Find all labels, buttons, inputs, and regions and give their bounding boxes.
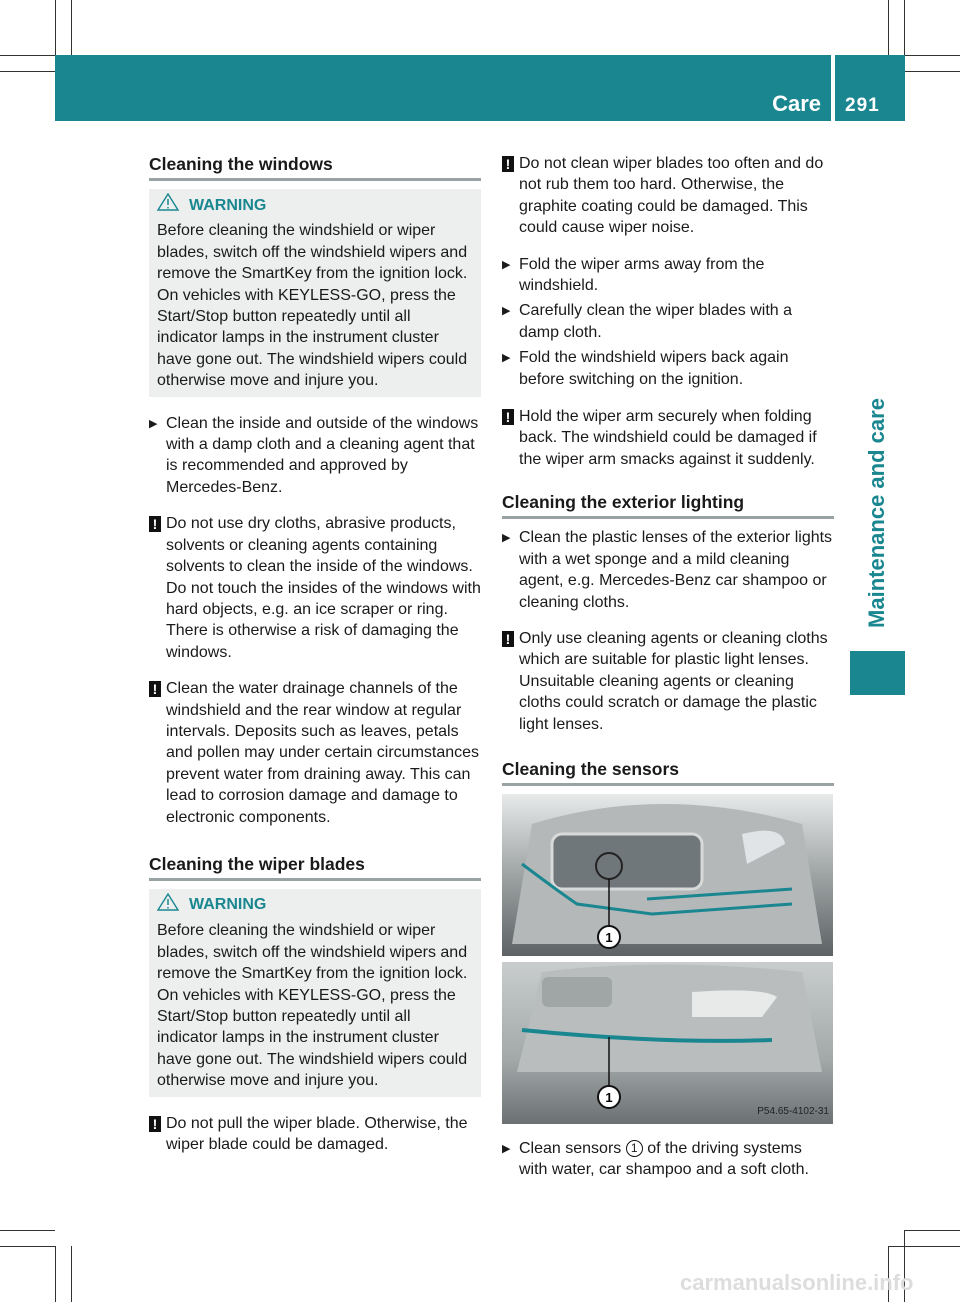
crop-mark [0, 1230, 55, 1231]
exclamation-icon: ! [502, 631, 514, 647]
instruction-step [149, 413, 481, 499]
exclamation-icon: ! [502, 156, 514, 172]
warning-text: Before cleaning the windshield or wiper blades, switch off the windshield wipers and remove the SmartKey from the ignition lock. On vehicles with KEYLESS-GO, press the Start/Stop button repeatedly until all indicator lamps in the instrument cluster have gone out. The windshield wipers could otherwise move and injure you. [157, 222, 468, 390]
instruction-step [502, 254, 834, 297]
callout-reference: 1 [626, 1140, 643, 1157]
step-text: Clean sensors [519, 1139, 622, 1157]
step-text: of the driving systems with water, car shampoo and a soft cloth. [519, 1139, 809, 1179]
note [502, 153, 834, 239]
car-rear-photo [502, 962, 833, 1124]
exclamation-icon: ! [149, 681, 161, 697]
warning-triangle-icon [157, 893, 179, 917]
crop-mark [904, 0, 905, 55]
watermark: carmanualsonline.info [680, 1270, 914, 1295]
note [502, 628, 834, 735]
note-text: Do not pull the wiper blade. Otherwise, the wiper blade could be damaged. [166, 1114, 468, 1154]
crop-mark [0, 71, 55, 72]
arrow-bullet-icon: ▶ [502, 532, 511, 545]
section-heading: Cleaning the sensors [502, 758, 834, 786]
step-text: Clean the plastic lenses of the exterior lights with a wet sponge and a mild cleaning agent, e.g. Mercedes-Benz car shampoo or cleaning cloths. [519, 529, 833, 611]
page-number-box [835, 55, 905, 121]
instruction-step [502, 1138, 834, 1181]
instruction-step [502, 300, 834, 343]
arrow-bullet-icon: ▶ [502, 1142, 511, 1155]
crop-mark [888, 0, 889, 55]
chapter-tab [850, 390, 905, 640]
instruction-step [502, 527, 834, 613]
crop-mark [55, 0, 56, 55]
section-title: Care [772, 91, 821, 116]
arrow-bullet-icon: ▶ [502, 305, 511, 318]
right-column [502, 153, 834, 1196]
note-text: Do not clean wiper blades too often and do not rub them too hard. Otherwise, the graphite coating could be damaged. This could cause wiper noise. [519, 155, 824, 237]
note [149, 513, 481, 663]
note-text: Do not use dry cloths, abrasive products, solvents or cleaning agents containing solvents to clean the inside of the windows. Do not touch the insides of the windows with hard objects, e.g. an ice scraper or ring. There is otherwise a risk of damaging the windows. [166, 515, 481, 661]
arrow-bullet-icon: ▶ [149, 417, 158, 430]
crop-mark [905, 1230, 960, 1231]
warning-title: WARNING [189, 196, 267, 214]
warning-box [149, 889, 481, 1097]
instruction-step [502, 347, 834, 390]
exclamation-icon: ! [149, 1116, 161, 1132]
chapter-label: Maintenance and care [864, 398, 889, 628]
note-text: Clean the water drainage channels of the windshield and the rear window at regular intervals. Deposits such as leaves, petals and pollen may under certain circumstances prevent water from draining away. This can lead to corrosion damage and damage to electronic components. [166, 680, 480, 826]
section-heading: Cleaning the wiper blades [149, 853, 481, 881]
crop-mark [71, 1246, 72, 1302]
callout-number: 1 [605, 929, 613, 945]
crop-mark [0, 1246, 55, 1247]
warning-triangle-icon [157, 193, 179, 217]
warning-title: WARNING [189, 896, 267, 914]
left-column [149, 153, 481, 1170]
exclamation-icon: ! [502, 409, 514, 425]
crop-mark [905, 71, 960, 72]
crop-mark [905, 55, 960, 56]
note [502, 406, 834, 470]
note [149, 1113, 481, 1156]
step-text: Carefully clean the wiper blades with a damp cloth. [519, 302, 793, 341]
step-text: Fold the windshield wipers back again before switching on the ignition. [519, 349, 789, 388]
crop-mark [55, 1246, 56, 1302]
note [149, 678, 481, 828]
arrow-bullet-icon: ▶ [502, 352, 511, 365]
crop-mark [0, 55, 55, 56]
crop-mark [888, 1246, 960, 1247]
car-front-photo [502, 794, 833, 956]
note-text: Only use cleaning agents or cleaning cloths which are suitable for plastic light lenses. Unsuitable cleaning agents or cleaning cloths could scratch or damage the plastic light lenses. [519, 629, 828, 733]
chapter-marker [850, 651, 905, 695]
warning-text: Before cleaning the windshield or wiper blades, switch off the windshield wipers and remove the SmartKey from the ignition lock. On vehicles with KEYLESS-GO, press the Start/Stop button repeatedly until all indicator lamps in the instrument cluster have gone out. The windshield wipers could otherwise move and injure you. [157, 922, 468, 1090]
arrow-bullet-icon: ▶ [502, 258, 511, 271]
step-text: Clean the inside and outside of the windows with a damp cloth and a cleaning agent that is recommended and approved by Mercedes-Benz. [166, 414, 479, 496]
callout-number: 1 [605, 1089, 613, 1105]
image-code: P54.65-4102-31 [757, 1105, 829, 1117]
crop-mark [71, 0, 72, 55]
page-number: 291 [845, 95, 880, 116]
header-bar [55, 55, 831, 121]
section-heading: Cleaning the exterior lighting [502, 491, 834, 519]
section-heading: Cleaning the windows [149, 153, 481, 181]
step-text: Fold the wiper arms away from the windshield. [519, 255, 765, 295]
note-text: Hold the wiper arm securely when folding back. The windshield could be damaged if the wiper arm smacks against it suddenly. [519, 408, 817, 468]
warning-box [149, 189, 481, 397]
exclamation-icon: ! [149, 516, 161, 532]
